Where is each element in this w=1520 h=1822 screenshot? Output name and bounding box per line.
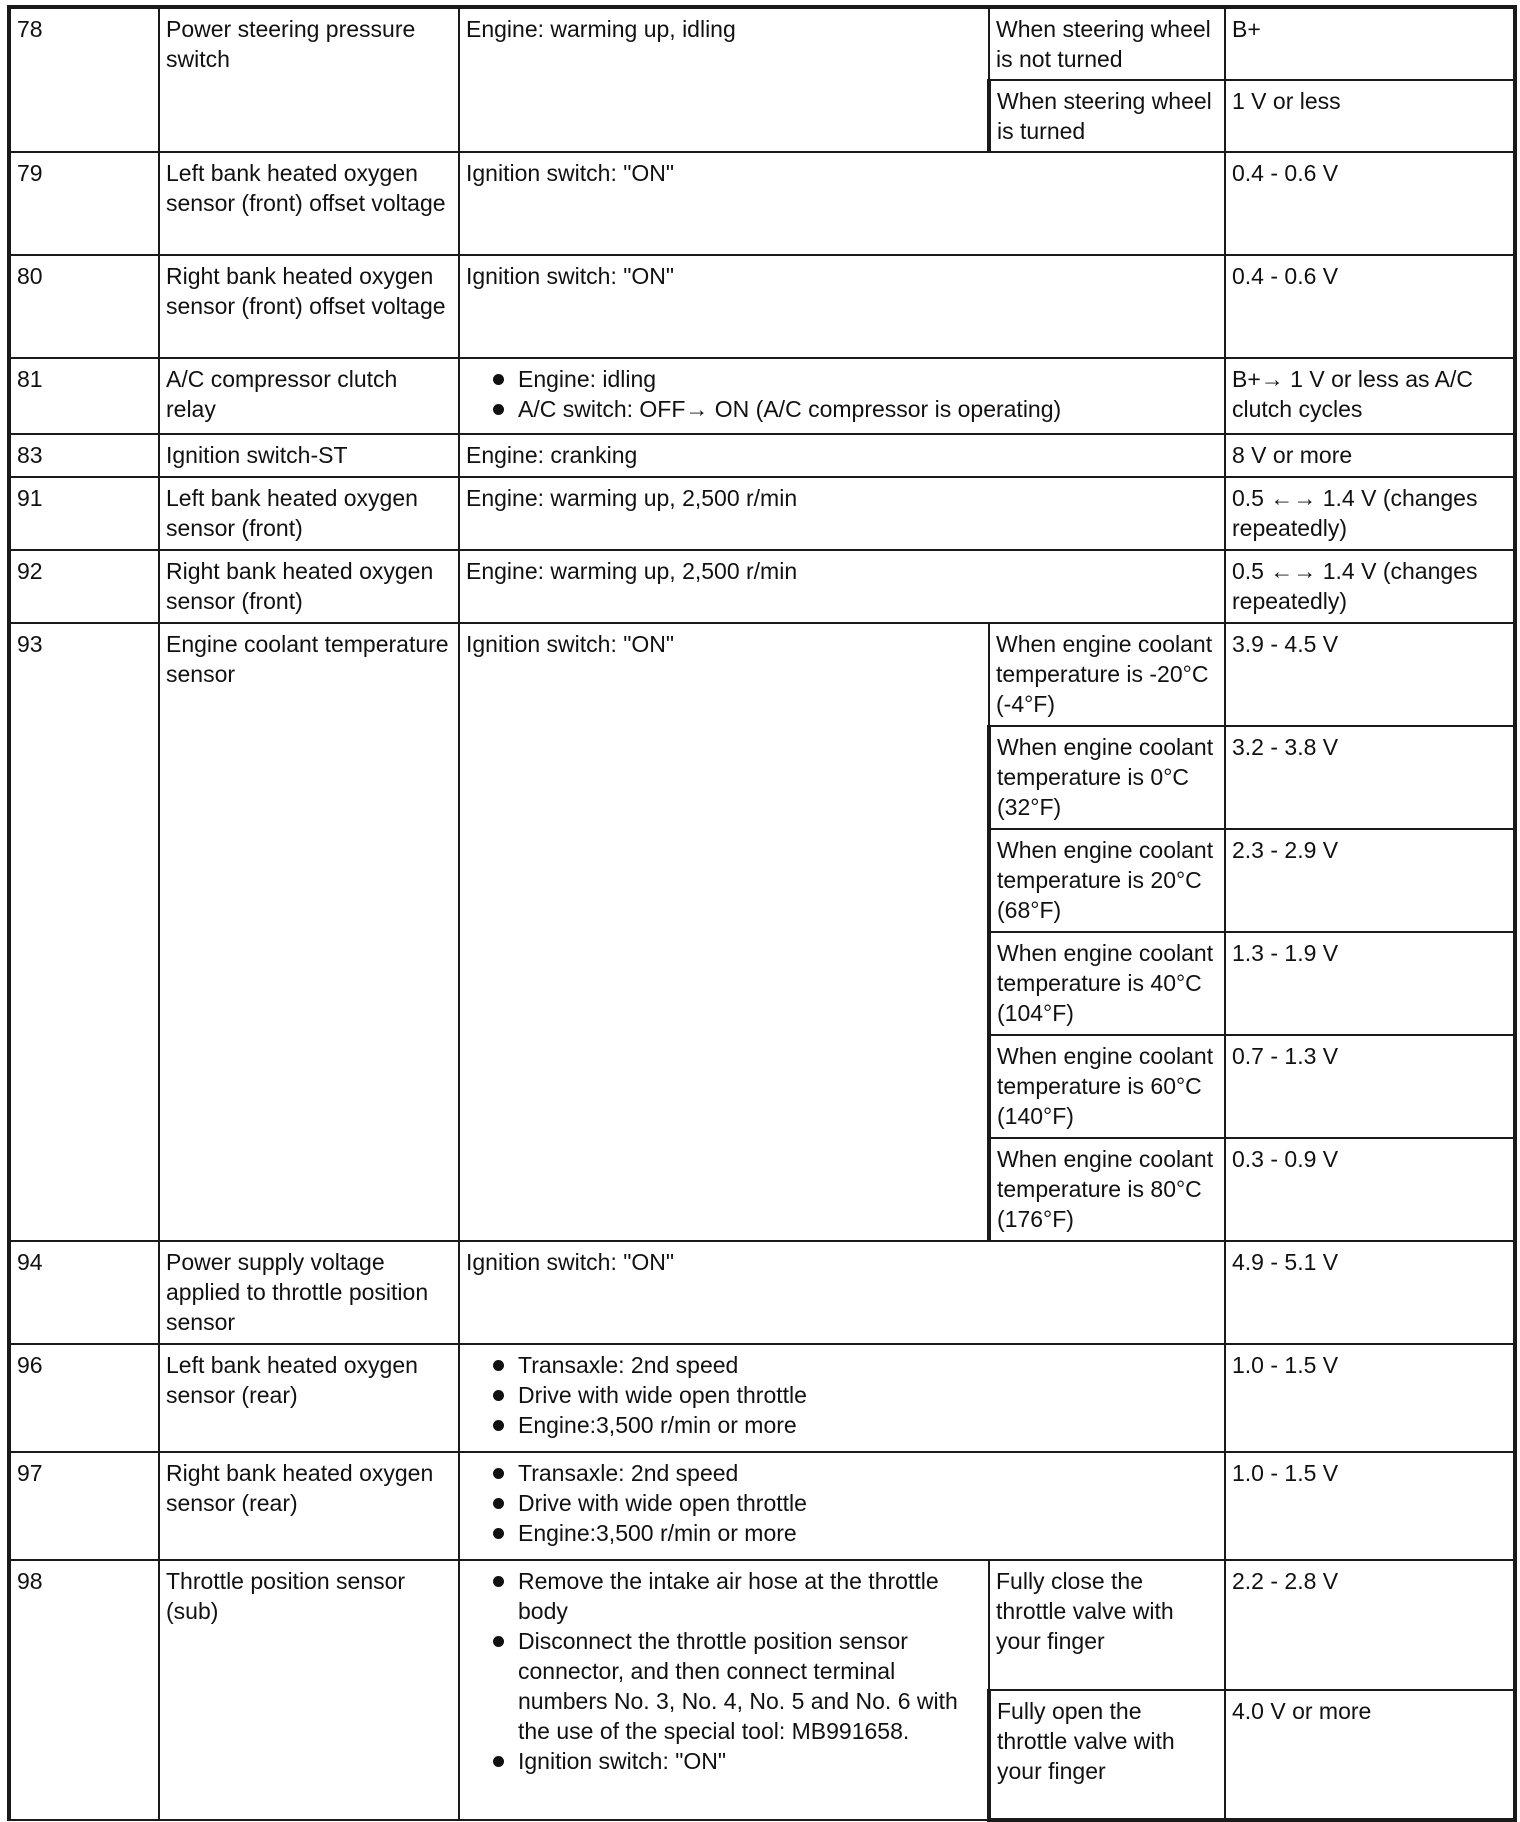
check-item: Throttle position sensor (sub) <box>159 1560 459 1820</box>
table-row <box>9 1344 1515 1452</box>
normal-condition: 0.4 - 0.6 V <box>1225 152 1515 255</box>
terminal-number: 97 <box>9 1452 159 1560</box>
table-row <box>9 1452 1515 1560</box>
check-condition <box>459 358 1225 434</box>
table-row <box>9 1241 1515 1344</box>
terminal-number: 96 <box>9 1344 159 1452</box>
terminal-number: 91 <box>9 477 159 550</box>
terminal-number: 79 <box>9 152 159 255</box>
normal-condition: 1.0 - 1.5 V <box>1225 1452 1515 1560</box>
condition-bullet: Drive with wide open throttle <box>466 1488 1218 1518</box>
condition-bullet: Engine:3,500 r/min or more <box>466 1518 1218 1548</box>
terminal-number: 81 <box>9 358 159 434</box>
table-row <box>9 1560 1515 1690</box>
table-row <box>9 7 1515 80</box>
condition-bullet: Disconnect the throttle position sensor connector, and then connect terminal numbers No. 3, No. 4, No. 5 and No. 6 with the use of the special tool: MB991658. <box>466 1626 981 1746</box>
check-item: Right bank heated oxygen sensor (front) <box>159 550 459 623</box>
normal-condition: B+ <box>1225 7 1515 80</box>
normal-condition: 1.0 - 1.5 V <box>1225 1344 1515 1452</box>
sub-condition: When steering wheel is not turned <box>989 7 1225 80</box>
check-item: Left bank heated oxygen sensor (rear) <box>159 1344 459 1452</box>
sub-condition: When engine coolant temperature is 0°C (32°F) <box>989 726 1225 829</box>
terminal-voltage-table <box>7 5 1517 1822</box>
sub-condition: Fully open the throttle valve with your finger <box>989 1690 1225 1820</box>
table-row <box>9 434 1515 477</box>
terminal-number: 98 <box>9 1560 159 1820</box>
normal-condition: 3.9 - 4.5 V <box>1225 623 1515 726</box>
check-condition: Ignition switch: "ON" <box>459 255 1225 358</box>
condition-bullet: Ignition switch: "ON" <box>466 1746 981 1776</box>
condition-bullet: Remove the intake air hose at the throttle body <box>466 1566 981 1626</box>
terminal-number: 94 <box>9 1241 159 1344</box>
normal-condition: 4.9 - 5.1 V <box>1225 1241 1515 1344</box>
condition-bullet: Engine:3,500 r/min or more <box>466 1410 1218 1440</box>
normal-condition: 0.7 - 1.3 V <box>1225 1035 1515 1138</box>
normal-condition: B+→ 1 V or less as A/C clutch cycles <box>1225 358 1515 434</box>
sub-condition: When engine coolant temperature is 40°C (104°F) <box>989 932 1225 1035</box>
check-condition <box>459 1560 989 1820</box>
normal-condition: 3.2 - 3.8 V <box>1225 726 1515 829</box>
check-item: Power steering pressure switch <box>159 7 459 152</box>
normal-condition: 8 V or more <box>1225 434 1515 477</box>
condition-bullet: A/C switch: OFF→ ON (A/C compressor is operating) <box>466 394 1218 424</box>
sub-condition: When engine coolant temperature is -20°C (-4°F) <box>989 623 1225 726</box>
sub-condition: When engine coolant temperature is 80°C (176°F) <box>989 1138 1225 1241</box>
check-condition: Engine: cranking <box>459 434 1225 477</box>
table-row <box>9 255 1515 358</box>
normal-condition: 0.5 ←→ 1.4 V (changes repeatedly) <box>1225 550 1515 623</box>
check-item: A/C compressor clutch relay <box>159 358 459 434</box>
table-row <box>9 623 1515 726</box>
normal-condition: 1.3 - 1.9 V <box>1225 932 1515 1035</box>
check-condition: Ignition switch: "ON" <box>459 152 1225 255</box>
table-row <box>9 550 1515 623</box>
sub-condition: When engine coolant temperature is 20°C (68°F) <box>989 829 1225 932</box>
condition-bullet: Drive with wide open throttle <box>466 1380 1218 1410</box>
check-item: Power supply voltage applied to throttle position sensor <box>159 1241 459 1344</box>
terminal-number: 83 <box>9 434 159 477</box>
check-condition <box>459 1452 1225 1560</box>
table-row <box>9 358 1515 434</box>
normal-condition: 1 V or less <box>1225 80 1515 152</box>
check-condition: Ignition switch: "ON" <box>459 623 989 1241</box>
check-condition: Engine: warming up, 2,500 r/min <box>459 550 1225 623</box>
terminal-number: 78 <box>9 7 159 152</box>
normal-condition: 4.0 V or more <box>1225 1690 1515 1820</box>
sub-condition: When steering wheel is turned <box>989 80 1225 152</box>
check-item: Right bank heated oxygen sensor (rear) <box>159 1452 459 1560</box>
check-item: Right bank heated oxygen sensor (front) offset voltage <box>159 255 459 358</box>
normal-condition: 0.3 - 0.9 V <box>1225 1138 1515 1241</box>
check-item: Left bank heated oxygen sensor (front) offset voltage <box>159 152 459 255</box>
condition-bullet: Transaxle: 2nd speed <box>466 1350 1218 1380</box>
check-condition <box>459 1344 1225 1452</box>
normal-condition: 0.5 ←→ 1.4 V (changes repeatedly) <box>1225 477 1515 550</box>
table-row <box>9 477 1515 550</box>
check-item: Engine coolant temperature sensor <box>159 623 459 1241</box>
terminal-number: 80 <box>9 255 159 358</box>
check-condition: Engine: warming up, idling <box>459 7 989 152</box>
check-item: Ignition switch-ST <box>159 434 459 477</box>
condition-bullet: Engine: idling <box>466 364 1218 394</box>
normal-condition: 2.2 - 2.8 V <box>1225 1560 1515 1690</box>
normal-condition: 2.3 - 2.9 V <box>1225 829 1515 932</box>
condition-bullet: Transaxle: 2nd speed <box>466 1458 1218 1488</box>
table-row <box>9 152 1515 255</box>
check-item: Left bank heated oxygen sensor (front) <box>159 477 459 550</box>
check-condition: Engine: warming up, 2,500 r/min <box>459 477 1225 550</box>
terminal-number: 93 <box>9 623 159 1241</box>
sub-condition: When engine coolant temperature is 60°C (140°F) <box>989 1035 1225 1138</box>
normal-condition: 0.4 - 0.6 V <box>1225 255 1515 358</box>
terminal-number: 92 <box>9 550 159 623</box>
sub-condition: Fully close the throttle valve with your finger <box>989 1560 1225 1690</box>
check-condition: Ignition switch: "ON" <box>459 1241 1225 1344</box>
